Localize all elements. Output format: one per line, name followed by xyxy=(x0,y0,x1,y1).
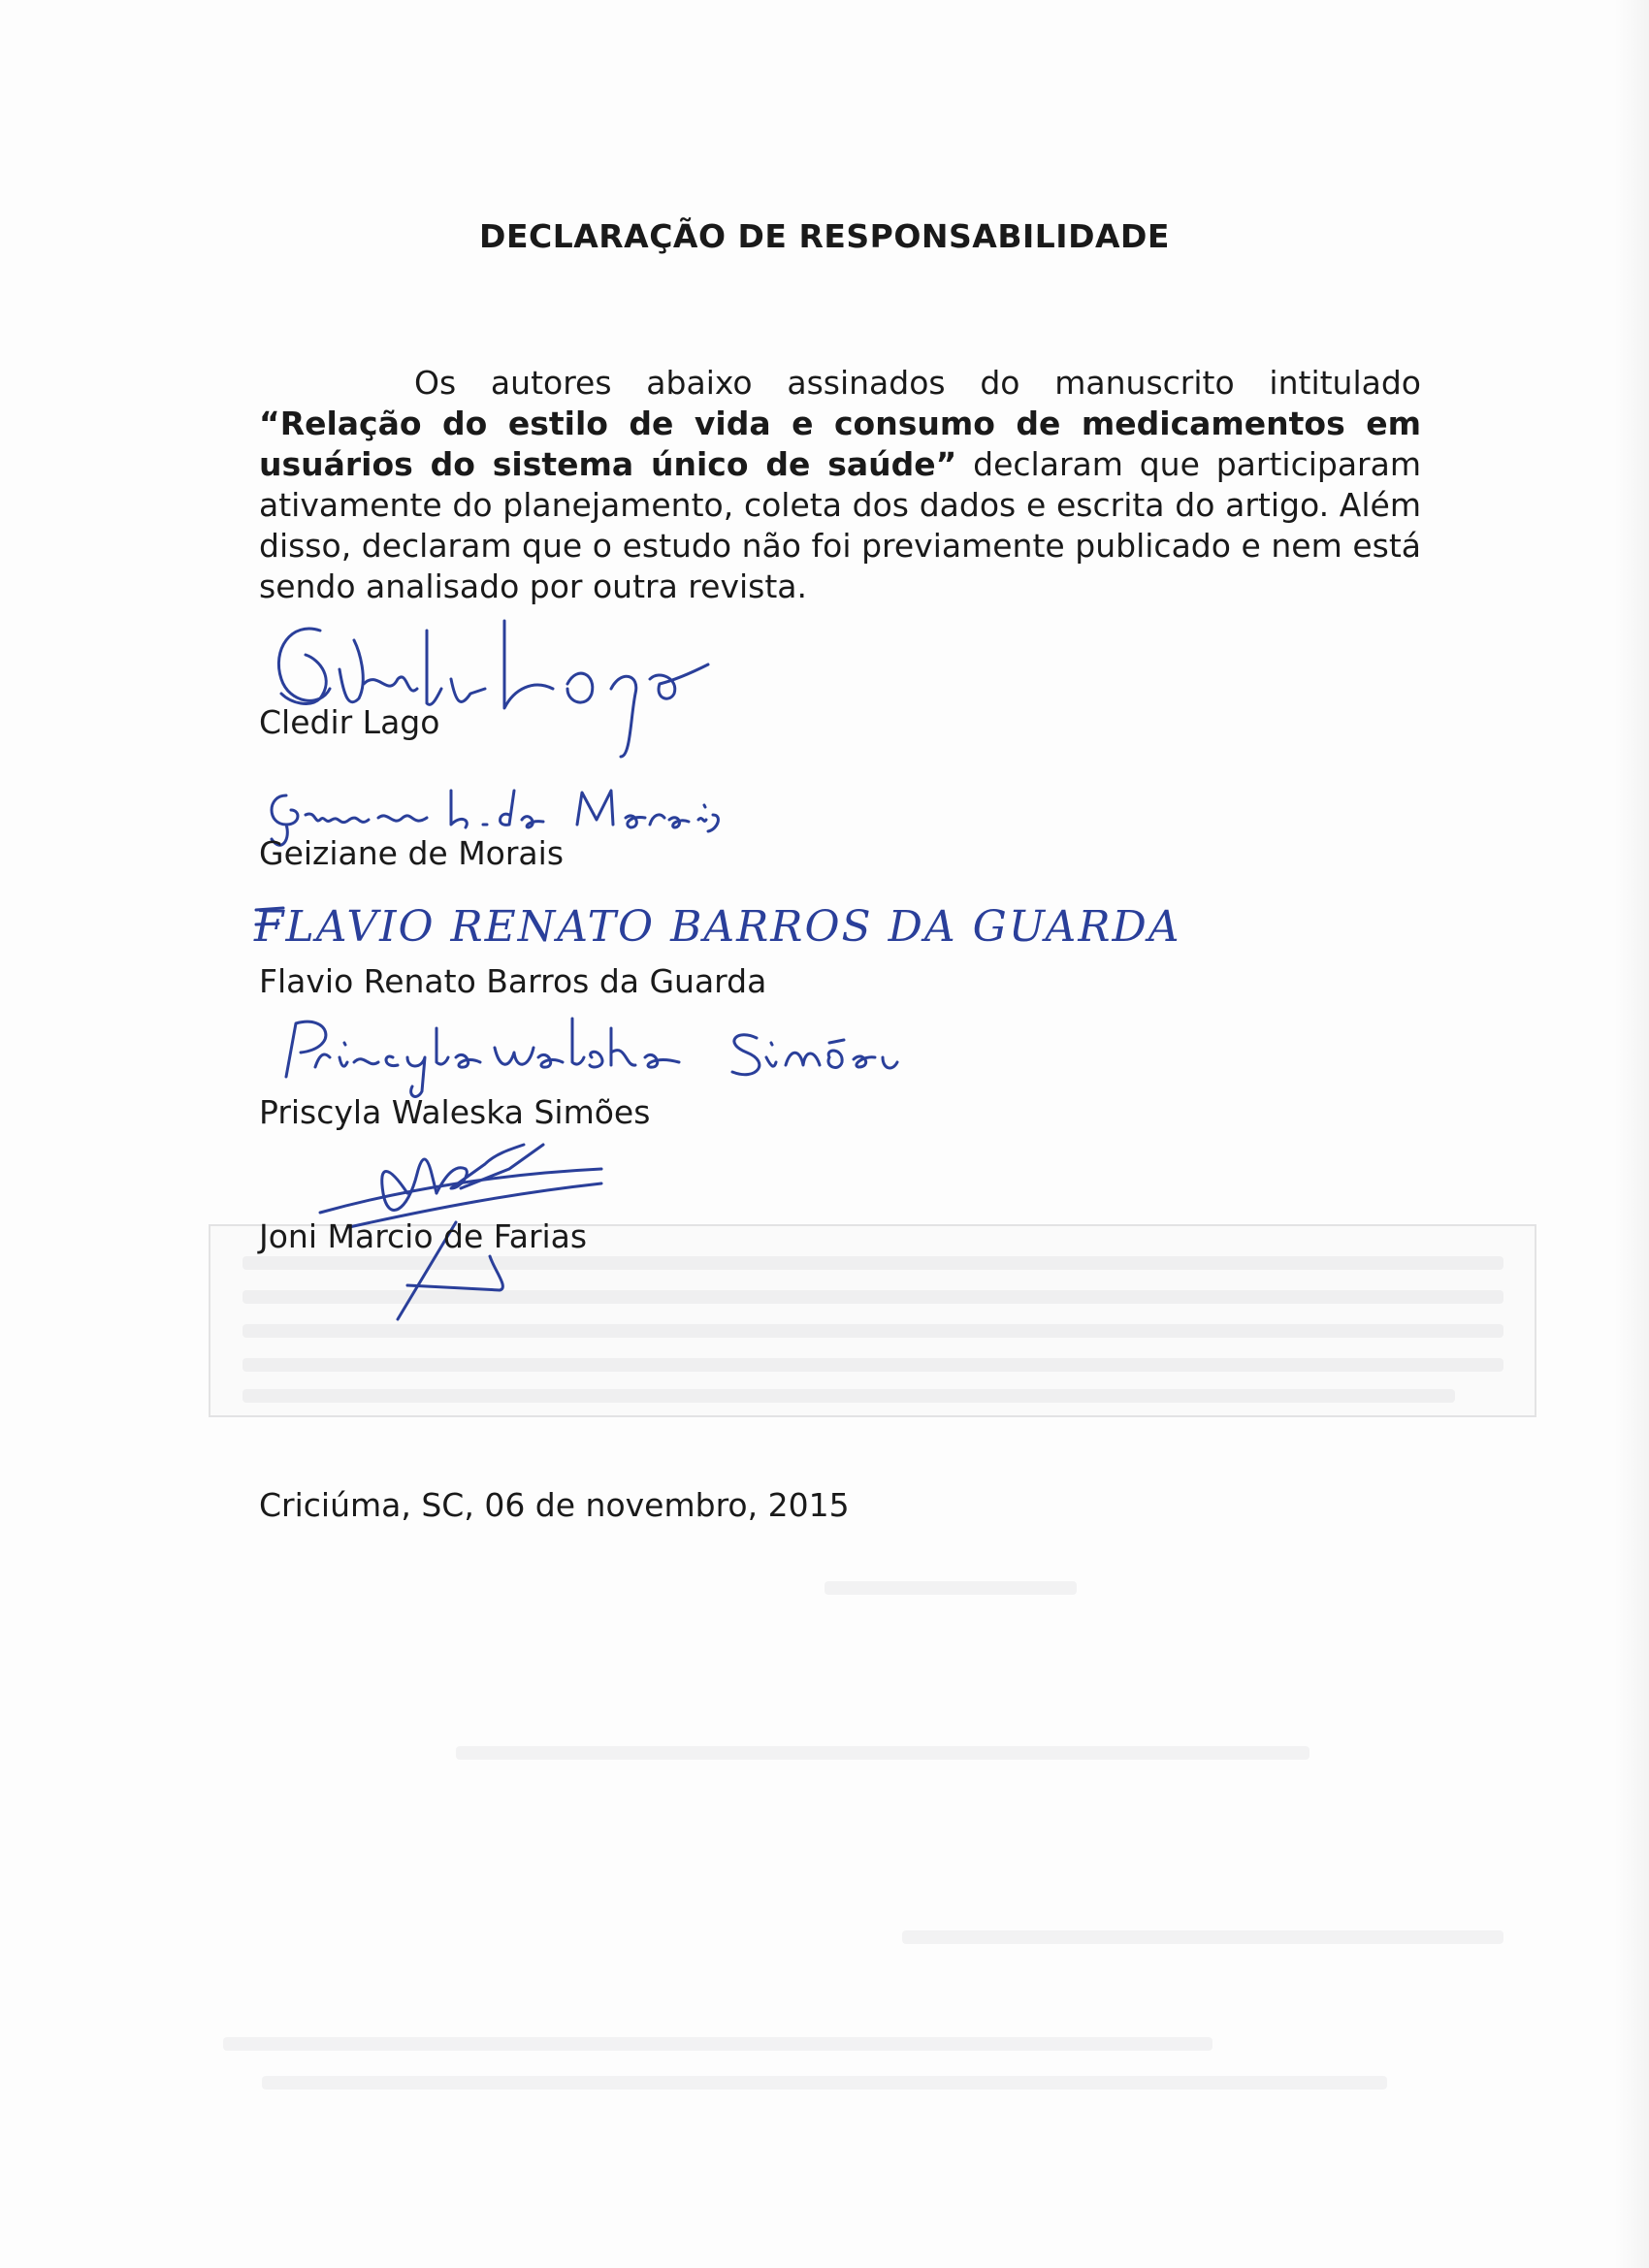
show-through-line xyxy=(902,1930,1504,1944)
signature-cledir-lago xyxy=(262,611,718,766)
manuscript-title: “Relação do estilo de vida e consumo de medicamentos em usuários do sistema único de saúde” xyxy=(259,405,1421,483)
author-name-priscyla-waleska-simoes: Priscyla Waleska Simões xyxy=(259,1093,651,1131)
declaration-paragraph xyxy=(259,363,1421,607)
show-through-line xyxy=(242,1324,1504,1338)
show-through-line xyxy=(223,2037,1212,2051)
author-name-geiziane-de-morais: Geiziane de Morais xyxy=(259,834,565,872)
paragraph-intro: Os autores abaixo assinados do manuscrito intitulado xyxy=(414,364,1421,402)
document-title: DECLARAÇÃO DE RESPONSABILIDADE xyxy=(479,217,1170,255)
show-through-line xyxy=(824,1581,1077,1595)
author-name-cledir-lago: Cledir Lago xyxy=(259,703,440,741)
place-and-date: Criciúma, SC, 06 de novembro, 2015 xyxy=(259,1486,850,1524)
author-name-joni-marcio-de-farias: Joni Marcio de Farias xyxy=(259,1217,588,1255)
author-name-flavio-renato-barros-da-guarda: Flavio Renato Barros da Guarda xyxy=(259,962,767,1000)
show-through-line xyxy=(262,2076,1387,2090)
show-through-line xyxy=(456,1746,1310,1760)
show-through-line xyxy=(242,1358,1504,1372)
scan-edge-shadow xyxy=(1614,0,1649,2268)
paragraph-conclusion: declaram que participaram ativamente do planejamento, coleta dos dados e escrita do artigo. Além disso, declaram que o estudo não foi previamente publicado e nem está sendo analisado por outra revista. xyxy=(259,445,1421,605)
signature-flavio-renato-barros-da-guarda xyxy=(254,891,1181,958)
svg-text:FLAVIO RENATO BARROS DA GUARDA: FLAVIO RENATO BARROS DA GUARDA xyxy=(254,902,1181,952)
show-through-line xyxy=(242,1389,1455,1403)
